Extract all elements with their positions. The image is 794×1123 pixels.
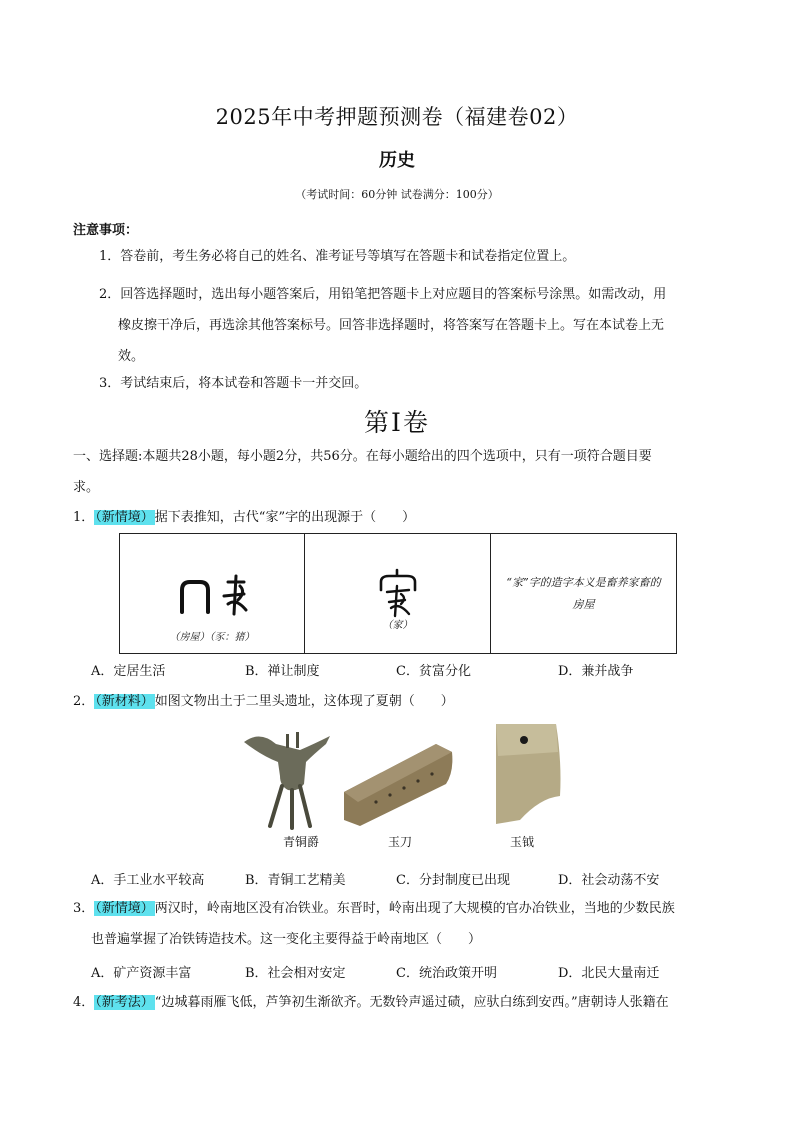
option-a[interactable]: A．矿产资源丰富: [91, 966, 192, 981]
question-3-options: [91, 962, 731, 981]
note-item-3: 3．考试结束后，将本试卷和答题卡一并交回。: [99, 376, 368, 391]
artifacts-image: [240, 722, 580, 830]
cell1-caption: （房屋）（豕：猪）: [169, 632, 255, 643]
question-tag: （新考法）: [95, 995, 154, 1010]
option-d[interactable]: D．社会动荡不安: [558, 873, 660, 888]
option-b[interactable]: B．青铜工艺精美: [245, 873, 346, 888]
jade-yue-image: [496, 724, 561, 824]
question-2: [73, 686, 729, 717]
option-c[interactable]: C．统治政策开明: [396, 966, 497, 981]
exam-time-info: （考试时间：60分钟 试卷满分：100分）: [295, 188, 499, 201]
option-b[interactable]: B．社会相对安定: [245, 966, 346, 981]
question-number: 3．: [73, 901, 95, 916]
question-number: 2．: [73, 694, 95, 709]
question-text: 如图文物出土于二里头遗址，这体现了夏朝（ ）: [154, 694, 454, 709]
note-item-2: [99, 279, 729, 372]
artifact-label-jue: 青铜爵: [282, 835, 319, 849]
question-1-options: [91, 660, 731, 679]
question-4: [73, 987, 729, 1018]
option-b[interactable]: B．禅让制度: [245, 664, 320, 679]
volume-heading: 第I卷: [364, 408, 430, 437]
cell3-text: “家”字的造字本义是畜养家畜的房屋: [506, 576, 661, 611]
subject-title: 历史: [379, 150, 415, 171]
notes-heading: 注意事项：: [73, 223, 139, 238]
cell2-caption: （家）: [382, 620, 413, 631]
option-a[interactable]: A．定居生活: [91, 664, 166, 679]
question-tag: （新材料）: [95, 694, 154, 709]
option-a[interactable]: A．手工业水平较高: [91, 873, 205, 888]
artifact-label-yue: 玉钺: [509, 835, 534, 849]
note-item-2-line2: 橡皮擦干净后，再选涂其他答案标号。回答非选择题时，将答案写在答题卡上。写在本试卷上无: [118, 318, 665, 333]
table-cell-house-pig: [120, 534, 305, 653]
note-item-2-line1: 2．回答选择题时，选出每小题答案后，用铅笔把答题卡上对应题目的答案标号涂黑。如需改动，用: [99, 287, 667, 302]
question-number: 1．: [73, 510, 95, 525]
question-1: [73, 502, 729, 533]
exam-title: 2025年中考押题预测卷（福建卷02）: [215, 105, 579, 129]
question-2-options: [91, 869, 731, 888]
artifact-label-knife: 玉刀: [387, 835, 412, 849]
option-d[interactable]: D．兼并战争: [558, 664, 634, 679]
bronze-jue-image: [244, 732, 330, 828]
question-tag: （新情境）: [95, 510, 154, 525]
oracle-house-pig-glyph: [120, 552, 304, 632]
character-table: [119, 533, 677, 654]
question-number: 4．: [73, 995, 95, 1010]
jade-knife-image: [344, 744, 452, 826]
section-instructions: [73, 441, 729, 503]
question-3: [73, 893, 729, 955]
note-item-1: 1．答卷前，考生务必将自己的姓名、准考证号等填写在答题卡和试卷指定位置上。: [99, 249, 576, 264]
table-cell-jia: [305, 534, 491, 653]
option-c[interactable]: C．分封制度已出现: [396, 873, 510, 888]
question-text: 据下表推知，古代“家”字的出现源于（ ）: [154, 510, 416, 525]
option-d[interactable]: D．北民大量南迁: [558, 966, 660, 981]
question-text: 两汉时，岭南地区没有冶铁业。东晋时，岭南出现了大规模的官办冶铁业，当地的少数民族: [154, 901, 675, 916]
question-text: “边城暮雨雁飞低，芦笋初生渐欲齐。无数铃声遥过碛，应驮白练到安西。”唐朝诗人张籍在: [154, 995, 669, 1010]
note-item-2-line3: 效。: [118, 349, 145, 364]
section-line-1: 一、选择题:本题共28小题，每小题2分，共56分。在每小题给出的四个选项中，只有一项符合题目要: [73, 449, 652, 464]
question-text-line2: 也普遍掌握了冶铁铸造技术。这一变化主要得益于岭南地区（ ）: [91, 932, 482, 947]
option-c[interactable]: C．贫富分化: [396, 664, 471, 679]
section-line-2: 求。: [73, 480, 100, 495]
table-cell-meaning: [491, 534, 676, 653]
question-tag: （新情境）: [95, 901, 154, 916]
